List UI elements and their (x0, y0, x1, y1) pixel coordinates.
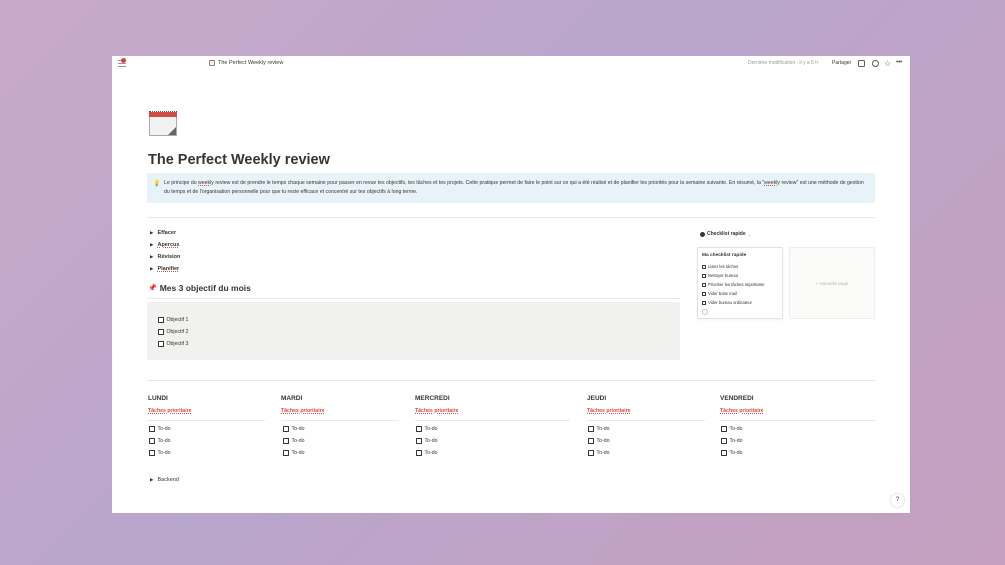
checkbox[interactable] (588, 438, 594, 444)
todo-item[interactable]: To-do (416, 450, 437, 456)
checkbox[interactable] (721, 438, 727, 444)
new-page-card[interactable] (789, 247, 875, 319)
checkbox[interactable] (702, 283, 706, 287)
toggle-apercus[interactable]: ▶ Apercus (150, 242, 180, 248)
checkbox[interactable] (702, 292, 706, 296)
divider (147, 298, 680, 299)
day-subheading[interactable]: Tâches prioritaire (415, 408, 459, 414)
todo-item[interactable]: To-do (588, 450, 609, 456)
divider (415, 420, 570, 421)
checklist-view-tab[interactable]: Checklist rapide ⌄ (700, 231, 751, 237)
checkbox[interactable] (158, 329, 164, 335)
todo-item[interactable]: To-do (721, 450, 742, 456)
todo-item[interactable]: To-do (283, 426, 304, 432)
divider (147, 217, 875, 218)
checklist-item[interactable]: Vider boite mail (702, 291, 737, 296)
todo-item[interactable]: To-do (149, 450, 170, 456)
todo-item[interactable]: To-do (721, 426, 742, 432)
checkbox[interactable] (721, 450, 727, 456)
checkbox[interactable] (416, 450, 422, 456)
toggle-arrow-icon[interactable]: ▶ (150, 242, 154, 247)
goal-item[interactable]: Objectif 1 (158, 317, 188, 323)
day-heading-lundi[interactable]: LUNDI (148, 395, 168, 402)
checklist-item[interactable]: Nettoyer bureau (702, 273, 738, 278)
lightbulb-icon: 💡 (153, 181, 161, 187)
page-title[interactable]: The Perfect Weekly review (148, 152, 330, 168)
comment-icon[interactable] (858, 60, 865, 67)
breadcrumb[interactable] (209, 60, 283, 66)
day-subheading[interactable]: Tâches prioritaire (148, 408, 192, 414)
day-subheading[interactable]: Tâches prioritaire (281, 408, 325, 414)
goal-item[interactable]: Objectif 2 (158, 329, 188, 335)
day-heading-vendredi[interactable]: VENDREDI (720, 395, 754, 402)
divider (281, 420, 399, 421)
last-modified-text: Dernière modification : il y a 5 h (748, 60, 819, 66)
notion-window (112, 56, 910, 513)
checkbox[interactable] (158, 317, 164, 323)
goals-heading[interactable]: 📌 Mes 3 objectif du mois (148, 283, 251, 293)
toggle-arrow-icon[interactable]: ▶ (150, 230, 154, 235)
todo-item[interactable]: To-do (721, 438, 742, 444)
checkbox[interactable] (283, 426, 289, 432)
checkbox[interactable] (702, 274, 706, 278)
toggle-arrow-icon[interactable]: ▶ (150, 254, 154, 259)
new-page-button[interactable]: + Nouvelle page (815, 281, 849, 286)
checkbox[interactable] (283, 450, 289, 456)
todo-item[interactable]: To-do (149, 438, 170, 444)
toggle-arrow-icon[interactable]: ▶ (150, 477, 154, 482)
todo-item[interactable]: To-do (283, 438, 304, 444)
divider (147, 380, 875, 381)
goal-item[interactable]: Objectif 3 (158, 341, 188, 347)
pushpin-icon: 📌 (148, 285, 157, 292)
divider (587, 420, 705, 421)
todo-item[interactable]: To-do (588, 426, 609, 432)
toggle-backend[interactable]: ▶ Backend (150, 477, 179, 483)
star-icon[interactable]: ☆ (884, 59, 892, 68)
checkbox[interactable] (283, 438, 289, 444)
checklist-card[interactable] (697, 247, 783, 319)
help-button[interactable]: ? (891, 494, 904, 507)
chevron-down-icon[interactable]: ⌄ (747, 231, 751, 237)
checkbox[interactable] (702, 265, 706, 269)
checklist-card-title: Ma checklist rapide (702, 253, 747, 258)
share-button[interactable]: Partager (832, 60, 852, 66)
checklist-item[interactable]: Vider bureau ordinateur (702, 300, 752, 305)
progress-circle-icon (702, 309, 708, 315)
todo-item[interactable]: To-do (588, 438, 609, 444)
day-heading-jeudi[interactable]: JEUDI (587, 395, 607, 402)
notification-badge (121, 58, 126, 63)
todo-item[interactable]: To-do (416, 438, 437, 444)
day-subheading[interactable]: Tâches prioritaire (720, 408, 764, 414)
breadcrumb-page-name: The Perfect Weekly review (218, 60, 284, 66)
day-heading-mercredi[interactable]: MERCREDI (415, 395, 450, 402)
goals-box (147, 302, 680, 360)
day-subheading[interactable]: Tâches prioritaire (587, 408, 631, 414)
checkbox[interactable] (416, 426, 422, 432)
divider (720, 420, 875, 421)
checklist-icon (700, 232, 705, 237)
checkbox[interactable] (588, 426, 594, 432)
checkbox[interactable] (721, 426, 727, 432)
clock-icon[interactable] (872, 60, 879, 67)
toggle-planifier[interactable]: ▶ Planifier (150, 266, 180, 272)
day-heading-mardi[interactable]: MARDI (281, 395, 303, 402)
checkbox[interactable] (588, 450, 594, 456)
top-bar (112, 56, 910, 72)
toggle-effacer[interactable]: ▶ Effacer (150, 230, 177, 236)
calendar-icon (209, 60, 215, 66)
checkbox[interactable] (416, 438, 422, 444)
checklist-item[interactable]: Lister les tâches (702, 264, 738, 269)
checkbox[interactable] (158, 341, 164, 347)
checkbox[interactable] (149, 426, 155, 432)
more-options-icon[interactable]: ••• (896, 59, 902, 66)
checkbox[interactable] (149, 450, 155, 456)
checkbox[interactable] (702, 301, 706, 305)
todo-item[interactable]: To-do (416, 426, 437, 432)
calendar-icon[interactable] (149, 108, 177, 136)
callout-text: Le principe du weekly review est de prendre le temps chaque semaine pour passer en revue tes objectifs, tes tâches et tes projets. Cette pratique permet de faire le point sur ce qui a été réalisé et de planifier les priorités pour la semaine suivante. En résumé, la "weekly review" est une méthode de gestion du temps et de l'organisation personnelle pour que tu reste efficace et concentré sur tes objectifs à long terme. (164, 180, 864, 195)
toggle-arrow-icon[interactable]: ▶ (150, 266, 154, 271)
checkbox[interactable] (149, 438, 155, 444)
todo-item[interactable]: To-do (283, 450, 304, 456)
divider (147, 420, 265, 421)
toggle-revision[interactable]: ▶ Révision (150, 254, 181, 260)
todo-item[interactable]: To-do (149, 426, 170, 432)
callout-block[interactable] (147, 173, 875, 203)
checklist-item[interactable]: Prioriser les tâches importante (702, 282, 765, 287)
